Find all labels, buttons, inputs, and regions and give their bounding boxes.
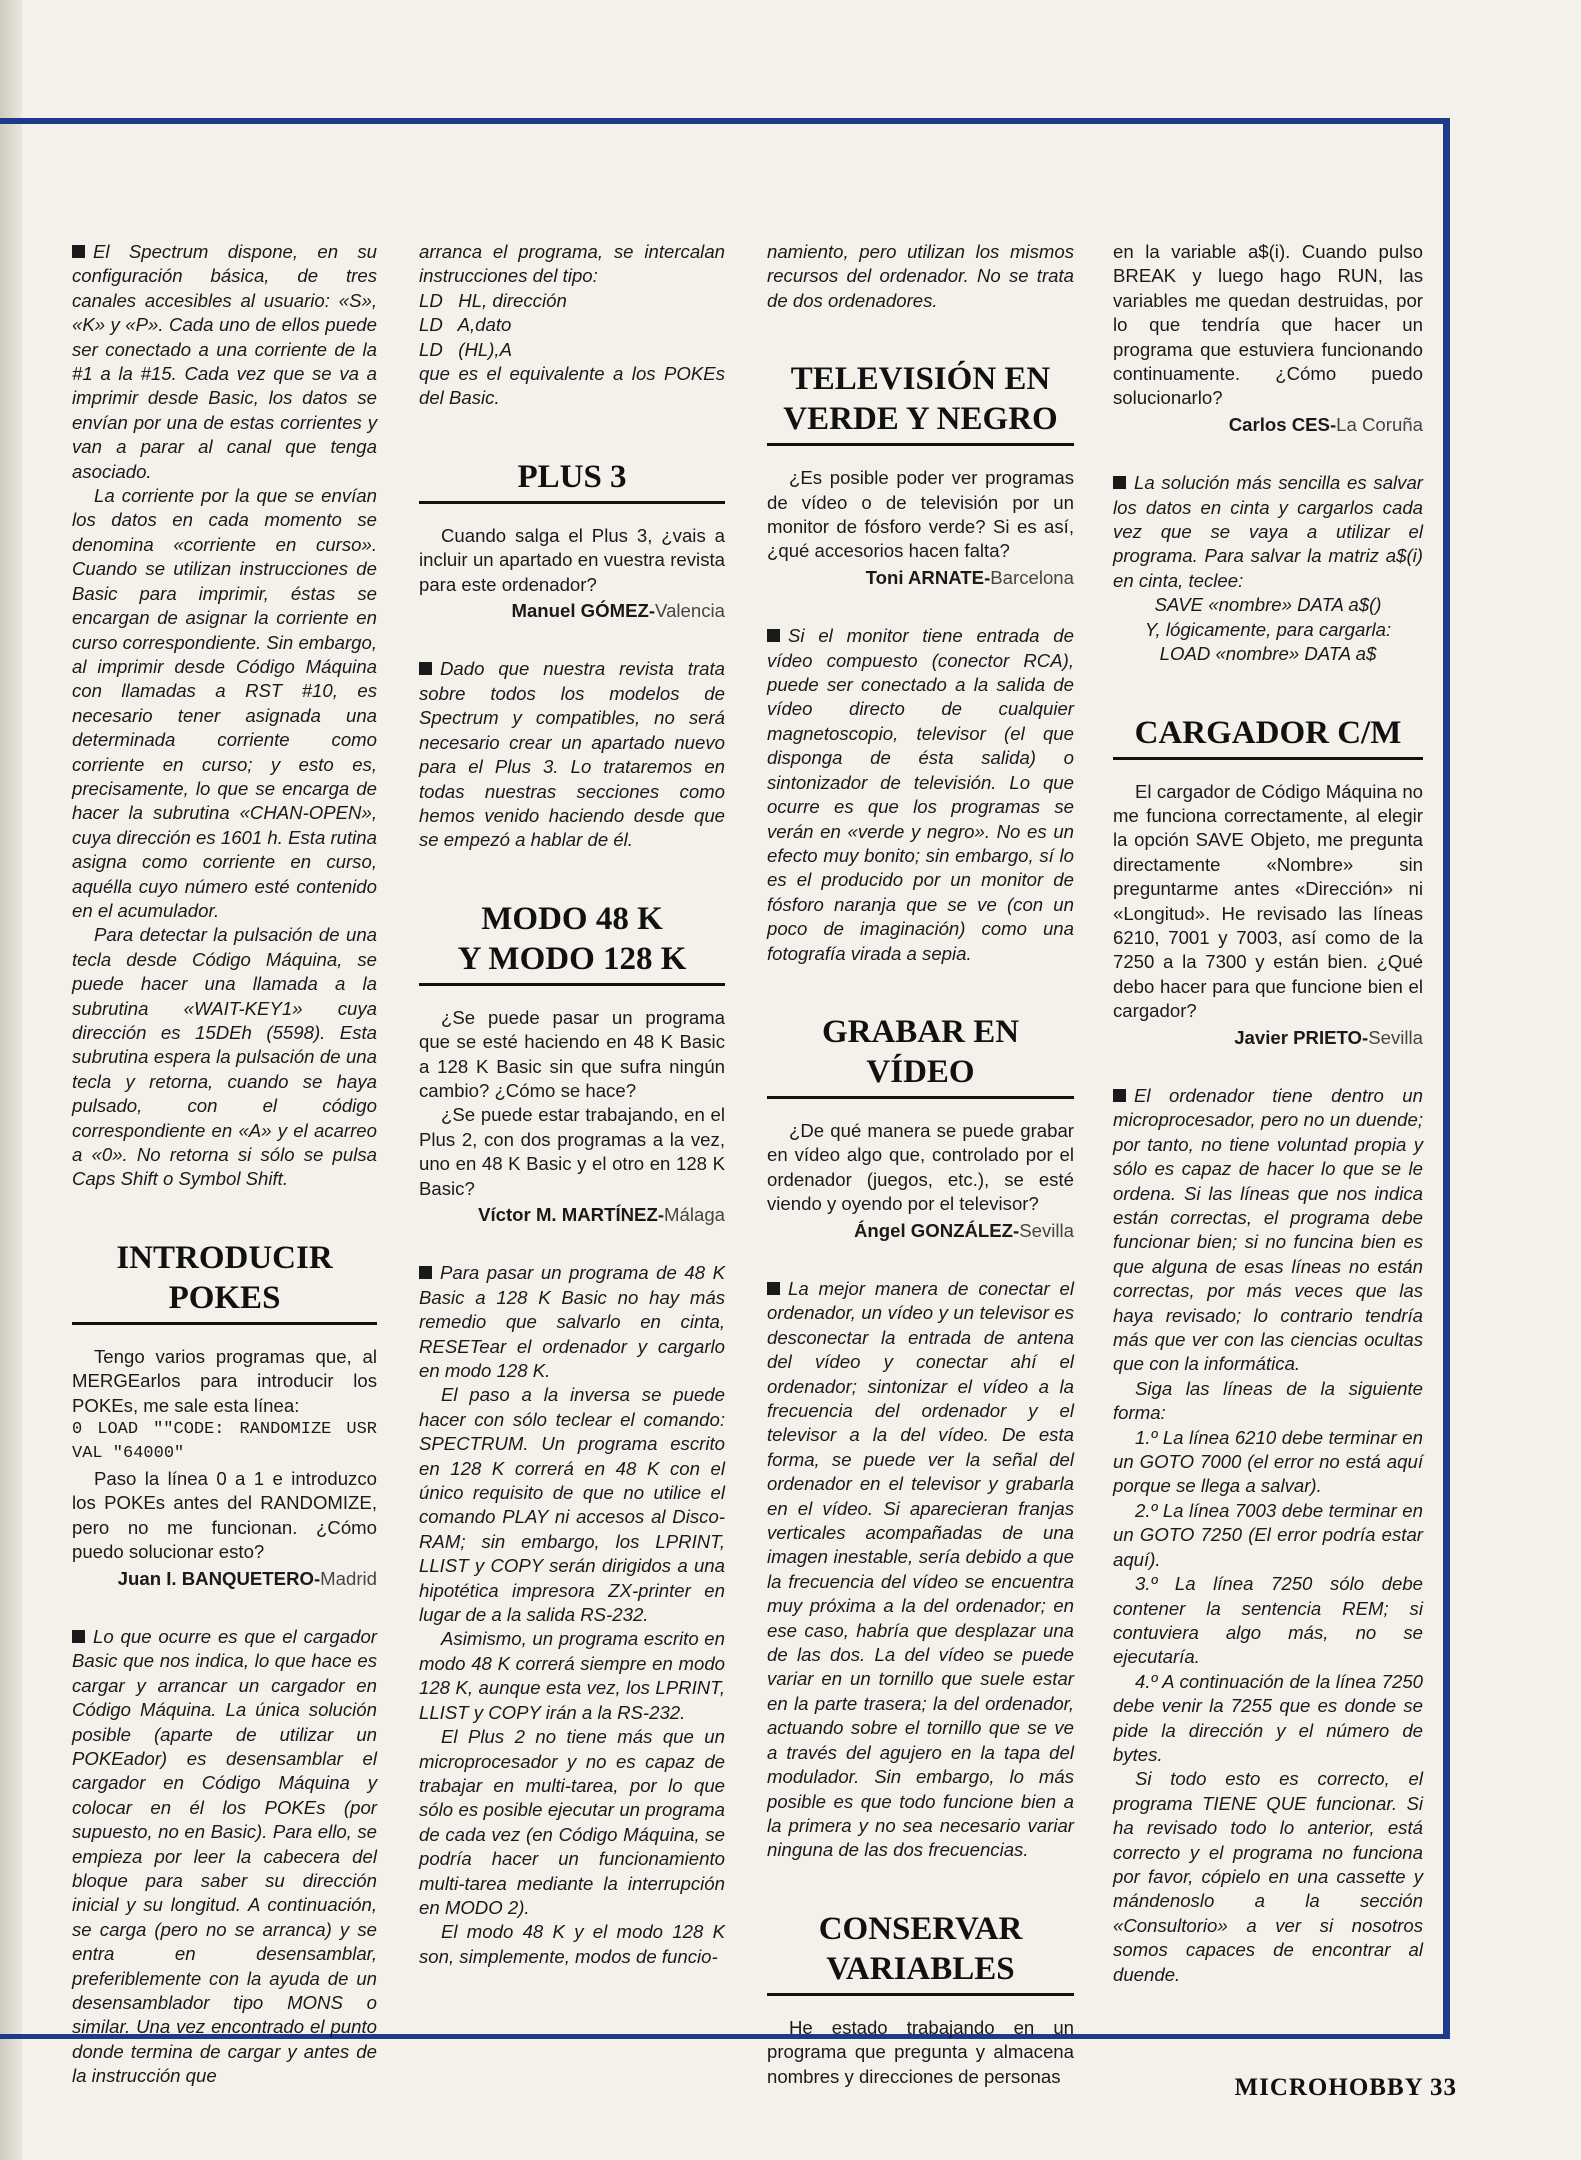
signature: Ángel GONZÁLEZ-Sevilla bbox=[853, 1219, 1074, 1241]
question-paragraph: ¿Es posible poder ver programas de vídeo o de televisión por un monitor de fósforo verde? Si es así, ¿qué accesorios hacen falta? bbox=[767, 467, 1074, 562]
signature: Toni ARNATE-Barcelona bbox=[865, 566, 1074, 588]
section-heading: CARGADOR C/M bbox=[1113, 713, 1423, 760]
column-4 bbox=[1113, 240, 1423, 1987]
code-line: LD A,dato bbox=[419, 314, 512, 336]
answer-paragraph: arranca el programa, se intercalan instrucciones del tipo: bbox=[419, 241, 725, 287]
question-paragraph: ¿Se puede estar trabajando, en el Plus 2, con dos programas a la vez, uno en 48 K Basic y el otro en 128 K Basic? bbox=[419, 1104, 725, 1199]
answer-paragraph: La corriente por la que se envían los datos en cada momento se denomina «corriente en curso». Cuando se utilizan instrucciones de Basic para imprimir, éstas se encargan de asignar la corriente en curso correspondiente. Sin embargo, al imprimir desde Código Máquina con llamadas a RST #10, es necesario tener asignada una determinada corriente como corriente en curso; y esto es, precisamente, lo que se encarga de hacer la subrutina «CHAN-OPEN», cuya dirección es 1601 h. Esta rutina asigna como corriente en curso, aquélla cuyo número esté contenido en el acumulador. bbox=[72, 485, 377, 921]
magazine-name: MICROHOBBY bbox=[1234, 2074, 1423, 2101]
answer-paragraph: 2.º La línea 7003 debe terminar en un GOTO 7250 (El error podría estar aquí). bbox=[1113, 1499, 1423, 1570]
bullet-icon bbox=[72, 245, 85, 258]
question-paragraph: He estado trabajando en un programa que pregunta y almacena nombres y direcciones de personas bbox=[767, 2016, 1074, 2087]
code-line: Y, lógicamente, para cargarla: bbox=[1144, 618, 1392, 640]
answer-paragraph: Si todo esto es correcto, el programa TIENE QUE funcionar. Si ha revisado todo lo anterior, está correcto y el programa no funciona por favor, cópielo en una cassette y mándenoslo a la sección «Consultorio» a ver si nosotros somos capaces de encontrar al duende. bbox=[1113, 1768, 1423, 1985]
code-line: LD (HL),A bbox=[419, 338, 512, 360]
answer-paragraph: El Spectrum dispone, en su configuración básica, de tres canales accesibles al usuario: «S», «K» y «P». Cada uno de ellos puede ser conectado a una corriente de la #1 a la #15. Cada vez que se va a imprimir desde Basic, los datos se envían por una de estas corrientes y van a parar al canal que tenga asociado. bbox=[72, 241, 377, 482]
answer-paragraph: que es el equivalente a los POKEs del Basic. bbox=[419, 363, 725, 409]
page-number: 33 bbox=[1430, 2074, 1457, 2101]
answer-paragraph: Si el monitor tiene entrada de vídeo compuesto (conector RCA), puede ser conectado a la salida de vídeo directo de cualquier magnetoscopio, televisor (el que disponga de ésta salida) o sintonizador de televisión. Lo que ocurre es que los programas se verán en «verde y negro». No es un efecto muy bonito; sin embargo, sí lo es el producido por un monitor de fósforo naranja que se ve (con un poco de imaginación) como una fotografía virada a sepia. bbox=[767, 625, 1074, 964]
answer-paragraph: El ordenador tiene dentro un microprocesador, pero no un duende; por tanto, no tiene voluntad propia y sólo es capaz de hacer lo que se le ordena. Si las líneas que nos indica están correctas, el programa debe funcionar bien; si no funcina bien es que alguna de esas líneas no están correctas, por más veces que las haya revisado; lo contrario tendría más que ver con las ciencias ocultas que con la informática. bbox=[1113, 1084, 1423, 1375]
column-2 bbox=[419, 240, 725, 1969]
question-paragraph: ¿Se puede pasar un programa que se esté haciendo en 48 K Basic a 128 K Basic sin que sufra ningún cambio? ¿Cómo se hace? bbox=[419, 1006, 725, 1101]
answer-paragraph: La mejor manera de conectar el ordenador, un vídeo y un televisor es desconectar la entrada de antena del vídeo y conectar ahí el ordenador; sintonizar el vídeo a la frecuencia del ordenador y el televisor a la del vídeo. De esta forma, se puede ver la señal del ordenador en el televisor y grabarla en el vídeo. Si aparecieran franjas verticales acompañadas de una imagen inestable, sería debido a que la frecuencia del vídeo se encuentra muy próxima a la del ordenador; en ese caso, habría que desplazar una de las dos. La del vídeo se puede variar en un tornillo que suele estar en la parte trasera; la del ordenador, actuando sobre el tornillo que se ve a través del agujero en la tapa del modulador. Sin embargo, lo más posible es que todo funcione bien a la primera y no sea necesario variar ninguna de las dos frecuencias. bbox=[767, 1277, 1074, 1861]
answer-paragraph: Lo que ocurre es que el cargador Basic que nos indica, lo que hace es cargar y arrancar un cargador en Código Máquina. La única solución posible (aparte de utilizar un POKEador) es desensamblar el cargador en Código Máquina y colocar en él los POKEs (por supuesto, no en Basic). Para ello, se empieza por leer la cabecera del bloque para saber su dirección inicial y su longitud. A continuación, se carga (pero no se arranca) y se entra en desensamblar, preferiblemente con la ayuda de un desensamblador tipo MONS o similar. Una vez encontrado el punto donde termina de cargar y antes de la instrucción que bbox=[72, 1625, 377, 2087]
column-1 bbox=[72, 240, 377, 2089]
question-paragraph: Paso la línea 0 a 1 e introduzco los POKEs antes del RANDOMIZE, pero no me funcionan. ¿Cómo puedo solucionar esto? bbox=[72, 1467, 377, 1563]
bullet-icon bbox=[72, 1630, 85, 1643]
answer-paragraph: El Plus 2 no tiene más que un microprocesador y no es capaz de trabajar en multi-tarea, por lo que sólo es posible ejecutar un programa de cada vez (en Código Máquina, se podría hacer un funcionamiento multi-tarea mediante la interrupción en MODO 2). bbox=[419, 1726, 725, 1918]
question-paragraph: en la variable a$(i). Cuando pulso BREAK y luego hago RUN, las variables me quedan destruidas, por lo que tendría que hacer un programa que estuviera funcionando continuamente. ¿Cómo puedo solucionarlo? bbox=[1113, 241, 1423, 409]
code-line: LOAD «nombre» DATA a$ bbox=[1159, 643, 1377, 665]
answer-paragraph: Dado que nuestra revista trata sobre todos los modelos de Spectrum y compatibles, no será necesario crear un apartado nuevo para el Plus 3. Lo trataremos en todas nuestras secciones como hemos venido haciendo desde que se empezó a hablar de él. bbox=[419, 658, 725, 851]
answer-paragraph: Para detectar la pulsación de una tecla desde Código Máquina, se puede hacer una llamada a la subrutina «WAIT-KEY1» cuya dirección es 15DEh (5598). Esta subrutina espera la pulsación de una tecla y retorna, cuando se haya pulsado, con el código correspondiente en «A» y el acarreo a «0». No retorna si sólo se pulsa Caps Shift o Symbol Shift. bbox=[72, 924, 377, 1190]
answer-paragraph: Siga las líneas de la siguiente forma: bbox=[1113, 1377, 1423, 1424]
signature: Javier PRIETO-Sevilla bbox=[1234, 1026, 1423, 1048]
section-heading: INTRODUCIR POKES bbox=[72, 1238, 377, 1325]
section-heading: PLUS 3 bbox=[419, 457, 725, 504]
section-heading: TELEVISIÓN EN VERDE Y NEGRO bbox=[767, 359, 1074, 446]
signature: Manuel GÓMEZ-Valencia bbox=[511, 600, 725, 622]
answer-paragraph: Asimismo, un programa escrito en modo 48 K correrá siempre en modo 128 K, aunque esta vez, los LPRINT, LLIST y COPY irán a la RS-232. bbox=[419, 1628, 725, 1723]
answer-paragraph: La solución más sencilla es salvar los datos en cinta y cargarlos cada vez que se vaya a utilizar el programa. Para salvar la matriz a$(i) en cinta, teclee: bbox=[1113, 472, 1423, 591]
section-heading: GRABAR EN VÍDEO bbox=[767, 1012, 1074, 1099]
answer-paragraph: 4.º A continuación de la línea 7250 debe venir la 7255 que es donde se pide la dirección y el número de bytes. bbox=[1113, 1670, 1423, 1765]
answer-paragraph: 1.º La línea 6210 debe terminar en un GOTO 7000 (el error no está aquí porque se llega a salvar). bbox=[1113, 1426, 1423, 1497]
bullet-icon bbox=[767, 1282, 780, 1295]
bullet-icon bbox=[419, 662, 432, 675]
bullet-icon bbox=[1113, 1089, 1126, 1102]
question-paragraph: Tengo varios programas que, al MERGEarlos para introducir los POKEs, me sale esta línea: bbox=[72, 1345, 377, 1416]
bullet-icon bbox=[1113, 476, 1126, 489]
signature: Juan I. BANQUETERO-Madrid bbox=[117, 1567, 377, 1589]
answer-paragraph: El paso a la inversa se puede hacer con sólo teclear el comando: SPECTRUM. Un programa escrito en 128 K correrá en 48 K con el único requisito de que no utilice el comando PLAY ni accesos al Disco-RAM; sin embargo, los LPRINT, LLIST y COPY serán dirigidos a una hipotética impresora ZX-printer en lugar de a la salida RS-232. bbox=[419, 1384, 725, 1626]
code-line: LD HL, dirección bbox=[419, 289, 567, 311]
question-paragraph: El cargador de Código Máquina no me funciona correctamente, al elegir la opción SAVE Objeto, me pregunta directamente «Nombre» sin preguntarme antes «Dirección» ni «Longitud». He revisado las líneas 6210, 7001 y 7003, así como de la 7250 a la 7300 y están bien. ¿Qué debo hacer para que funcione bien el cargador? bbox=[1113, 780, 1423, 1022]
question-paragraph: ¿De qué manera se puede grabar en vídeo algo que, controlado por el ordenador (juegos, etc.), se esté viendo y oyendo por el televisor? bbox=[767, 1119, 1074, 1215]
page-footer bbox=[1232, 2074, 1457, 2102]
bullet-icon bbox=[767, 629, 780, 642]
section-heading: MODO 48 K Y MODO 128 K bbox=[419, 899, 725, 986]
answer-paragraph: El modo 48 K y el modo 128 K son, simplemente, modos de funcio- bbox=[419, 1921, 725, 1967]
column-3 bbox=[767, 240, 1074, 2089]
bullet-icon bbox=[419, 1266, 432, 1279]
signature: Carlos CES-La Coruña bbox=[1228, 413, 1423, 435]
code-line: 0 LOAD ""CODE: RANDOMIZE USR VAL "64000" bbox=[72, 1420, 377, 1464]
question-paragraph: Cuando salga el Plus 3, ¿vais a incluir un apartado en vuestra revista para este ordenador? bbox=[419, 524, 725, 595]
signature: Víctor M. MARTÍNEZ-Málaga bbox=[478, 1203, 725, 1225]
answer-paragraph: Para pasar un programa de 48 K Basic a 128 K Basic no hay más remedio que salvarlo en cinta, RESETear el ordenador y cargarlo en modo 128 K. bbox=[419, 1262, 725, 1381]
answer-paragraph: 3.º La línea 7250 sólo debe contener la sentencia REM; si contuviera algo más, no se ejecutaría. bbox=[1113, 1573, 1423, 1668]
answer-paragraph: namiento, pero utilizan los mismos recursos del ordenador. No se trata de dos ordenadores. bbox=[767, 241, 1074, 311]
section-heading: CONSERVAR VARIABLES bbox=[767, 1909, 1074, 1996]
code-line: SAVE «nombre» DATA a$() bbox=[1154, 594, 1382, 616]
